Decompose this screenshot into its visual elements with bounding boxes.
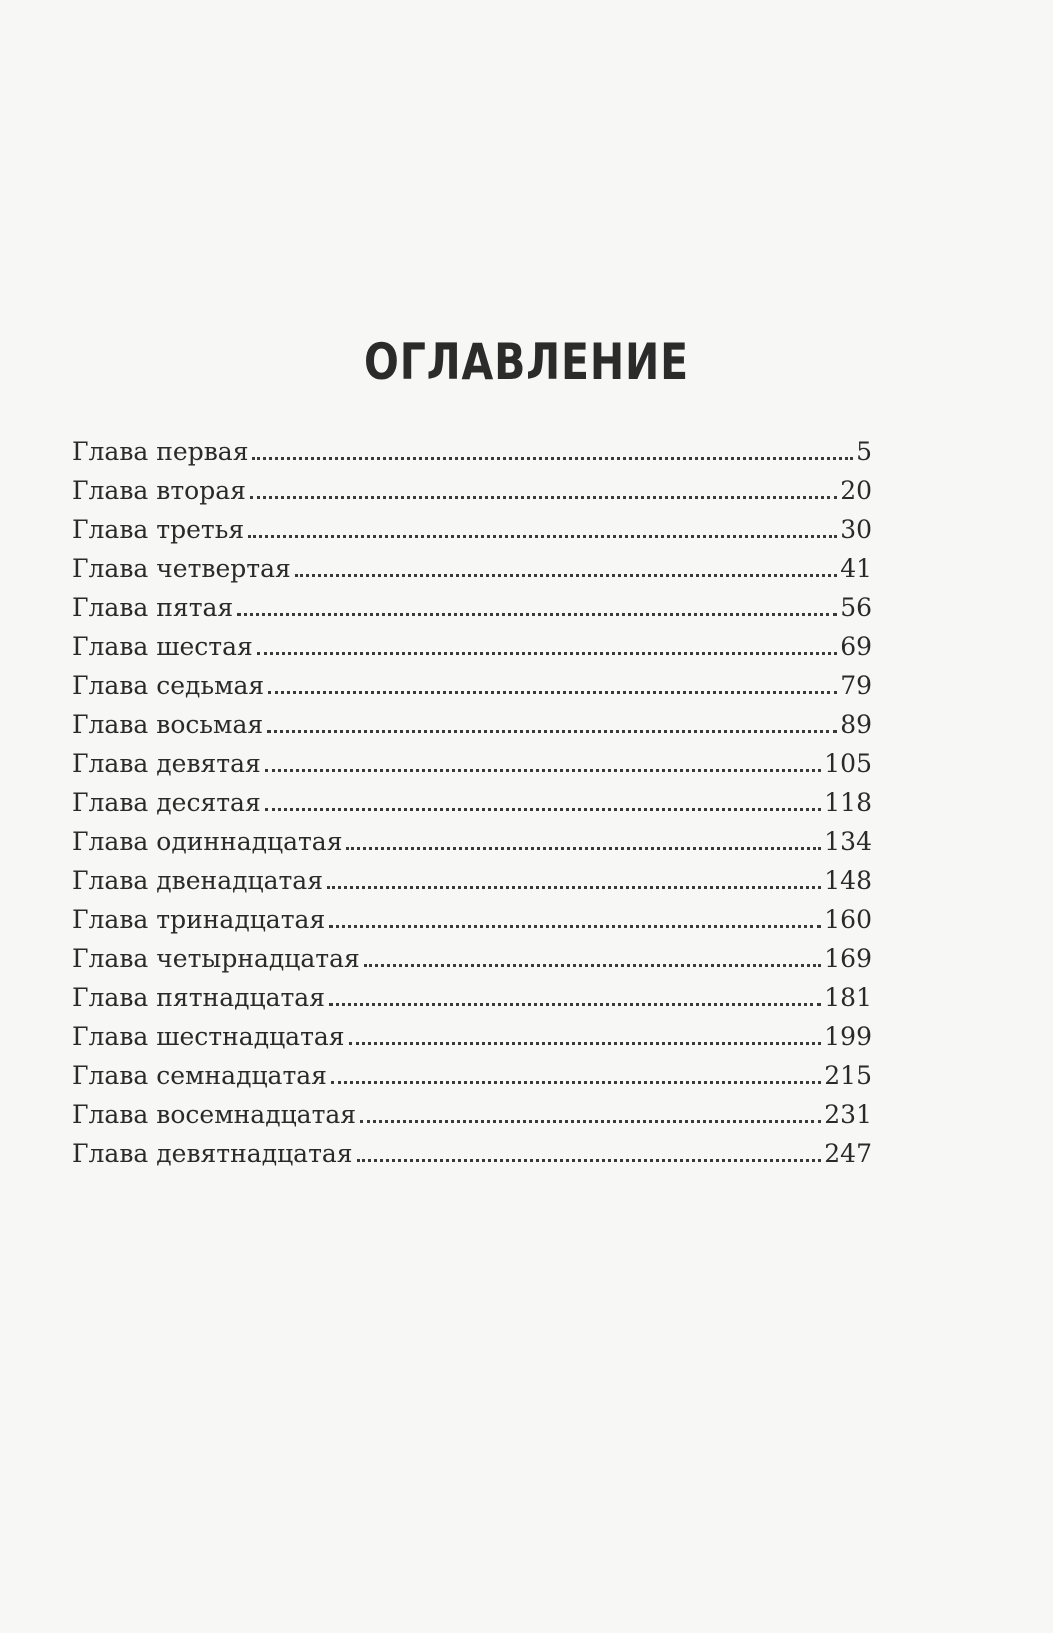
toc-entry-page-number: 199	[824, 1022, 872, 1051]
toc-entry-label: Глава первая	[72, 437, 249, 466]
toc-dot-leader	[237, 613, 837, 616]
toc-entry-page-number: 105	[824, 749, 872, 778]
toc-dot-leader	[265, 808, 822, 811]
toc-entry-page-number: 231	[824, 1100, 872, 1129]
toc-dot-leader	[248, 535, 837, 538]
toc-entry-page-number: 215	[824, 1061, 872, 1090]
toc-entry	[72, 588, 872, 627]
toc-dot-leader	[252, 457, 853, 460]
toc-dot-leader	[360, 1120, 821, 1123]
toc-entry	[72, 1056, 872, 1095]
toc-dot-leader	[331, 1081, 821, 1084]
toc-entry-label: Глава двенадцатая	[72, 866, 323, 895]
toc-entry-page-number: 169	[824, 944, 872, 973]
toc-entry-label: Глава пятая	[72, 593, 234, 622]
toc-entry-label: Глава седьмая	[72, 671, 265, 700]
toc-dot-leader	[268, 691, 837, 694]
toc-entry-label: Глава шестая	[72, 632, 253, 661]
toc-entry-page-number: 134	[824, 827, 872, 856]
toc-entry-label: Глава третья	[72, 515, 245, 544]
toc-entry-label: Глава восьмая	[72, 710, 264, 739]
toc-entry-page-number: 148	[824, 866, 872, 895]
toc-entry	[72, 1095, 872, 1134]
toc-entry	[72, 705, 872, 744]
toc-entry-page-number: 79	[840, 671, 872, 700]
toc-entry	[72, 822, 872, 861]
toc-entry-page-number: 41	[840, 554, 872, 583]
toc-entry	[72, 744, 872, 783]
toc-dot-leader	[295, 574, 837, 577]
toc-entry	[72, 1017, 872, 1056]
toc-entry-page-number: 89	[840, 710, 872, 739]
toc-entry-page-number: 20	[840, 476, 872, 505]
toc-entry-label: Глава четвертая	[72, 554, 291, 583]
toc-entry-page-number: 69	[840, 632, 872, 661]
toc-entry-page-number: 247	[824, 1139, 872, 1168]
toc-entry-label: Глава шестнадцатая	[72, 1022, 345, 1051]
table-of-contents	[72, 432, 872, 1173]
toc-entry	[72, 471, 872, 510]
toc-entry	[72, 1134, 872, 1173]
toc-entry-page-number: 30	[840, 515, 872, 544]
toc-entry	[72, 432, 872, 471]
toc-dot-leader	[257, 652, 837, 655]
toc-entry	[72, 510, 872, 549]
toc-dot-leader	[357, 1159, 822, 1162]
toc-entry-page-number: 160	[824, 905, 872, 934]
toc-entry-label: Глава тринадцатая	[72, 905, 326, 934]
toc-entry	[72, 627, 872, 666]
toc-entry-label: Глава девятнадцатая	[72, 1139, 353, 1168]
toc-entry-label: Глава четырнадцатая	[72, 944, 360, 973]
toc-entry-label: Глава вторая	[72, 476, 246, 505]
toc-entry-page-number: 56	[840, 593, 872, 622]
toc-dot-leader	[364, 964, 822, 967]
toc-entry-label: Глава пятнадцатая	[72, 983, 325, 1012]
toc-entry	[72, 861, 872, 900]
toc-dot-leader	[327, 886, 821, 889]
toc-dot-leader	[265, 769, 821, 772]
toc-entry-page-number: 118	[824, 788, 872, 817]
toc-entry-page-number: 181	[824, 983, 872, 1012]
toc-dot-leader	[329, 1003, 821, 1006]
toc-entry-label: Глава десятая	[72, 788, 261, 817]
toc-entry	[72, 978, 872, 1017]
toc-entry-label: Глава семнадцатая	[72, 1061, 327, 1090]
toc-dot-leader	[346, 847, 821, 850]
toc-entry	[72, 939, 872, 978]
toc-dot-leader	[250, 496, 837, 499]
toc-dot-leader	[267, 730, 837, 733]
page-title: ОГЛАВЛЕНИЕ	[364, 333, 689, 391]
toc-entry	[72, 666, 872, 705]
toc-entry-label: Глава восемнадцатая	[72, 1100, 357, 1129]
toc-entry-page-number: 5	[856, 437, 872, 466]
toc-entry-label: Глава одиннадцатая	[72, 827, 343, 856]
toc-entry	[72, 549, 872, 588]
toc-entry	[72, 783, 872, 822]
toc-entry	[72, 900, 872, 939]
toc-entry-label: Глава девятая	[72, 749, 261, 778]
toc-dot-leader	[349, 1042, 822, 1045]
toc-dot-leader	[329, 925, 821, 928]
